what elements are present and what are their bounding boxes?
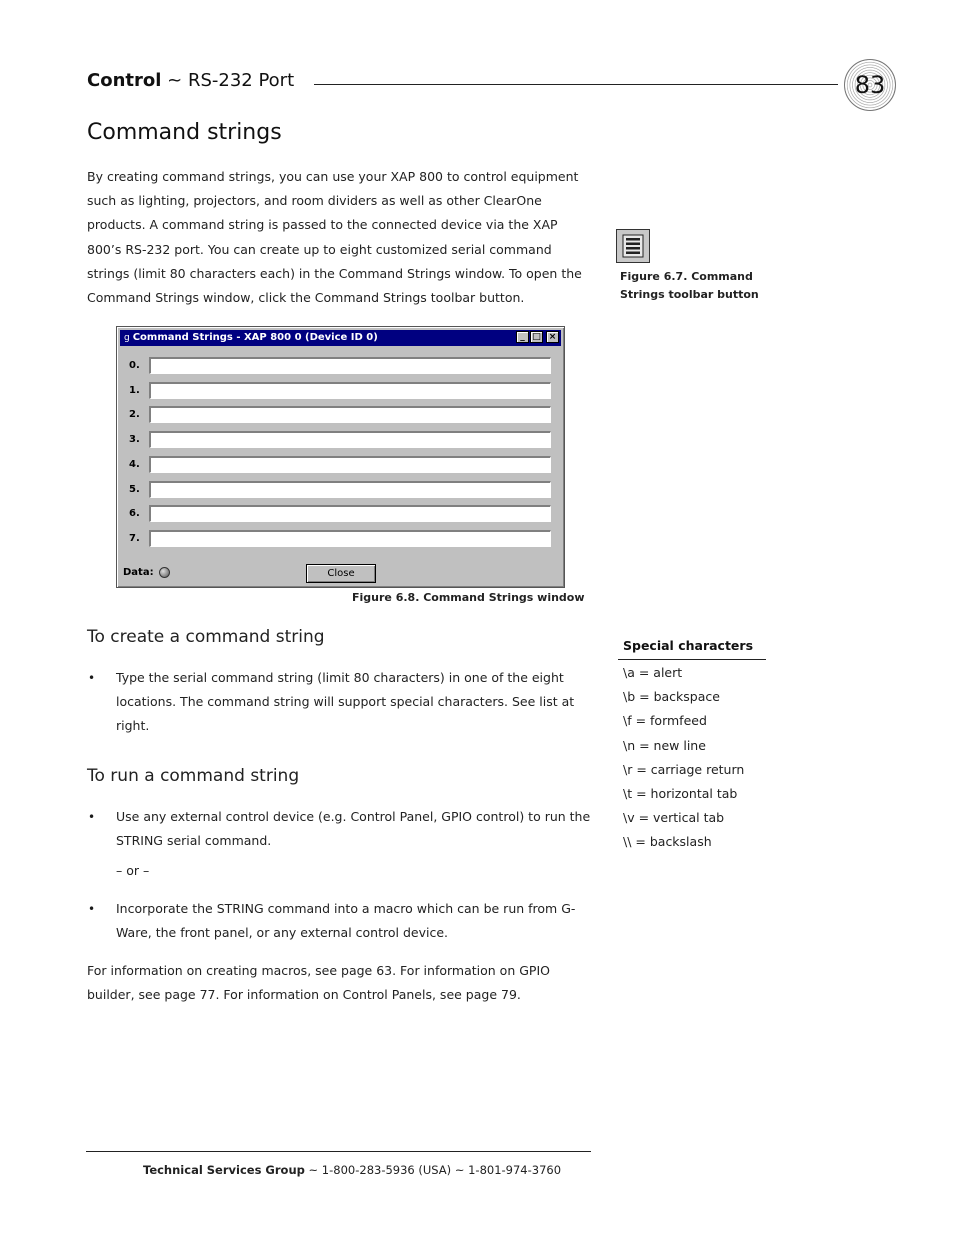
command-row xyxy=(129,528,551,548)
row-label: 3. xyxy=(129,433,140,445)
command-row xyxy=(129,454,551,474)
row-label: 7. xyxy=(129,532,140,544)
section-header-rest: ~ RS-232 Port xyxy=(161,70,295,91)
window-controls xyxy=(516,331,559,343)
page-title: Command strings xyxy=(87,120,282,145)
footer xyxy=(143,1163,561,1177)
window-title-bar[interactable] xyxy=(120,330,561,346)
list-item: \f = formfeed xyxy=(623,713,707,729)
command-row xyxy=(129,355,551,375)
command-row xyxy=(129,479,551,499)
list-item: \n = new line xyxy=(623,737,706,753)
list-item: \t = horizontal tab xyxy=(623,786,738,802)
page-number: 83 xyxy=(854,71,886,99)
data-led-icon xyxy=(159,567,170,578)
command-string-input-0[interactable] xyxy=(149,357,551,374)
list-item: \\ = backslash xyxy=(623,834,712,850)
section-header xyxy=(87,70,294,91)
row-label: 5. xyxy=(129,483,140,495)
command-strings-window xyxy=(116,326,565,588)
command-row xyxy=(129,503,551,523)
command-string-input-6[interactable] xyxy=(149,505,551,522)
command-string-input-2[interactable] xyxy=(149,406,551,423)
bullet-marker: • xyxy=(88,671,96,685)
list-item: \v = vertical tab xyxy=(623,810,725,826)
command-row xyxy=(129,404,551,424)
run-bullet-1: Use any external control device (e.g. Control Panel, GPIO control) to run the STRING serial command. xyxy=(116,809,591,849)
row-label: 2. xyxy=(129,408,140,420)
header-rule xyxy=(314,84,838,85)
figure-6-7-caption: Figure 6.7. Command Strings toolbar button xyxy=(620,270,759,301)
special-characters-heading: Special characters xyxy=(623,638,754,653)
row-label: 6. xyxy=(129,507,140,519)
bullet-marker: • xyxy=(88,902,96,916)
data-label: Data: xyxy=(123,567,154,578)
footer-phones: ~ 1-800-283-5936 (USA) ~ 1-801-974-3760 xyxy=(304,1163,562,1177)
footer-group: Technical Services Group xyxy=(143,1163,305,1177)
create-heading: To create a command string xyxy=(87,627,325,647)
bullet-marker: • xyxy=(88,810,96,824)
close-button[interactable]: Close xyxy=(306,564,376,583)
command-string-input-7[interactable] xyxy=(149,530,551,547)
command-string-input-1[interactable] xyxy=(149,382,551,399)
row-label: 0. xyxy=(129,359,140,371)
or-separator: – or – xyxy=(116,863,150,878)
command-row xyxy=(129,380,551,400)
maximize-icon[interactable]: □ xyxy=(530,331,543,343)
command-string-input-5[interactable] xyxy=(149,481,551,498)
special-characters-list xyxy=(623,661,744,855)
app-icon: g xyxy=(124,333,130,343)
list-item: \b = backspace xyxy=(623,689,720,705)
section-header-bold: Control xyxy=(87,70,162,91)
row-label: 4. xyxy=(129,458,140,470)
footer-rule xyxy=(86,1151,591,1152)
minimize-icon[interactable]: _ xyxy=(516,331,529,343)
window-title: Command Strings - XAP 800 0 (Device ID 0) xyxy=(132,332,378,343)
special-characters-rule xyxy=(618,659,766,660)
create-bullet: Type the serial command string (limit 80 characters) in one of the eight locations. The command string will support special characters. See list at right. xyxy=(116,670,575,734)
run-heading: To run a command string xyxy=(87,766,300,786)
list-item: \r = carriage return xyxy=(623,761,745,777)
list-item: \a = alert xyxy=(623,665,683,680)
command-strings-icon xyxy=(616,229,650,263)
command-string-input-4[interactable] xyxy=(149,456,551,473)
command-row xyxy=(129,429,551,449)
info-paragraph: For information on creating macros, see page 63. For information on GPIO builder, see page 77. For information on Control Panels, see page 79. xyxy=(87,963,550,1003)
run-bullet-2: Incorporate the STRING command into a macro which can be run from G-Ware, the front panel, or any external control device. xyxy=(116,901,576,941)
intro-paragraph: By creating command strings, you can use your XAP 800 to control equipment such as lighting, projectors, and room dividers as well as other ClearOne products. A command string is passed to the connected device via the XAP 800’s RS-232 port. You can create up to eight customized serial command strings (limit 80 characters each) in the Command Strings window. To open the Command Strings window, click the Command Strings toolbar button. xyxy=(87,169,582,306)
close-icon[interactable]: × xyxy=(546,331,559,343)
figure-6-8-caption: Figure 6.8. Command Strings window xyxy=(352,591,585,604)
command-string-input-3[interactable] xyxy=(149,431,551,448)
row-label: 1. xyxy=(129,384,140,396)
page-number-badge xyxy=(844,59,896,111)
data-status xyxy=(123,567,170,578)
